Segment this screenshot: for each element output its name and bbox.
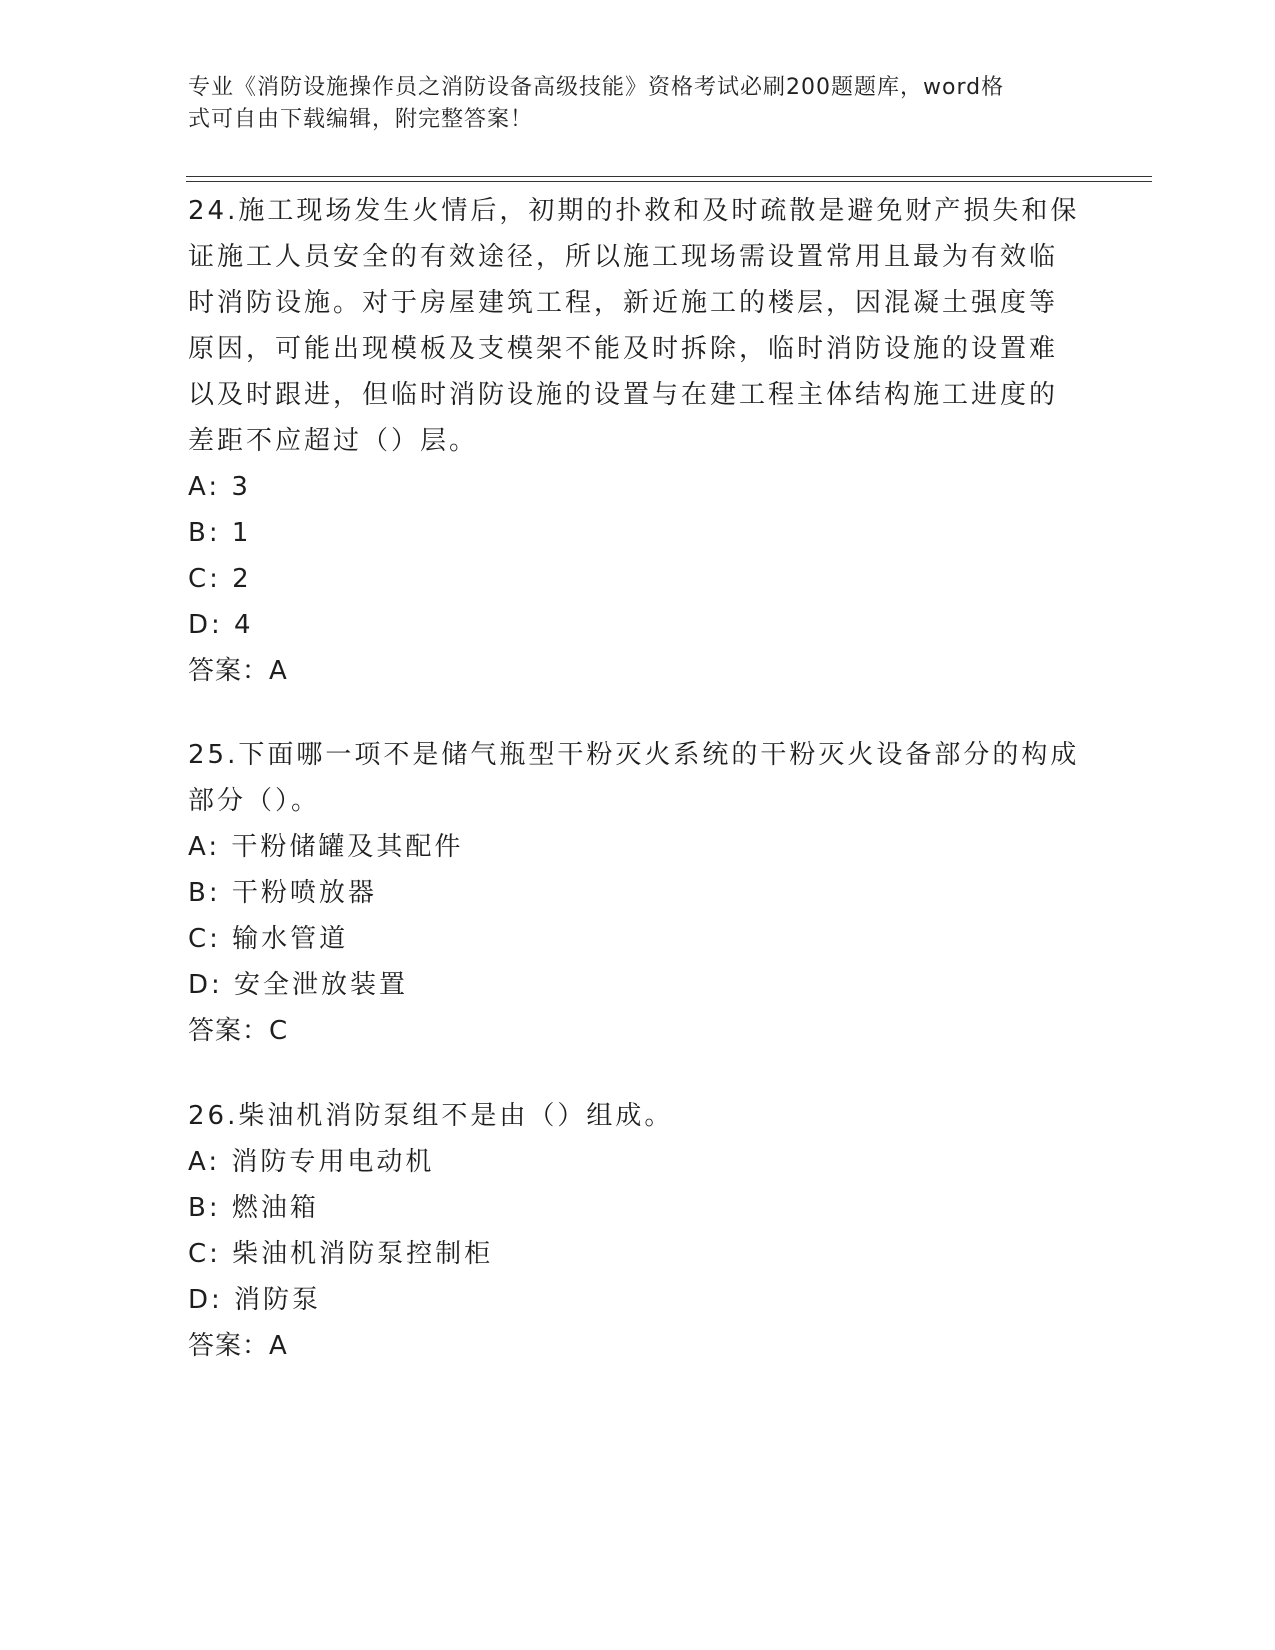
option-d: D: 消防泵 bbox=[188, 1285, 322, 1315]
question-stem: 证施工人员安全的有效途径，所以施工现场需设置常用且最为有效临 bbox=[188, 242, 1059, 272]
header-divider bbox=[186, 176, 1152, 177]
option-b: B: 燃油箱 bbox=[188, 1193, 319, 1223]
question-stem: 26.柴油机消防泵组不是由（）组成。 bbox=[188, 1101, 674, 1131]
document-header bbox=[188, 72, 1068, 136]
option-a: A: 消防专用电动机 bbox=[188, 1147, 435, 1177]
question-stem: 时消防设施。对于房屋建筑工程，新近施工的楼层，因混凝土强度等 bbox=[188, 288, 1059, 318]
question-stem: 差距不应超过（）层。 bbox=[188, 426, 479, 456]
question-stem: 24.施工现场发生火情后，初期的扑救和及时疏散是避免财产损失和保 bbox=[188, 196, 1080, 226]
answer: 答案：A bbox=[188, 1331, 288, 1361]
question-stem: 25.下面哪一项不是储气瓶型干粉灭火系统的干粉灭火设备部分的构成 bbox=[188, 740, 1080, 770]
question-stem: 以及时跟进，但临时消防设施的设置与在建工程主体结构施工进度的 bbox=[188, 380, 1059, 410]
header-line: 式可自由下载编辑，附完整答案！ bbox=[188, 107, 534, 132]
option-a: A: 3 bbox=[188, 472, 251, 502]
question-block bbox=[188, 732, 1088, 1054]
option-a: A: 干粉储罐及其配件 bbox=[188, 832, 464, 862]
question-stem: 部分（）。 bbox=[188, 786, 321, 816]
header-line: 专业《消防设施操作员之消防设备高级技能》资格考试必刷200题题库，word格 bbox=[188, 75, 1005, 100]
option-c: C: 输水管道 bbox=[188, 924, 349, 954]
option-c: C: 2 bbox=[188, 564, 252, 594]
option-c: C: 柴油机消防泵控制柜 bbox=[188, 1239, 494, 1269]
answer: 答案：A bbox=[188, 656, 288, 686]
answer: 答案：C bbox=[188, 1016, 289, 1046]
header-divider bbox=[186, 181, 1152, 182]
question-block bbox=[188, 1093, 1088, 1369]
option-d: D: 4 bbox=[188, 610, 254, 640]
option-b: B: 1 bbox=[188, 518, 252, 548]
option-d: D: 安全泄放装置 bbox=[188, 970, 409, 1000]
question-block bbox=[188, 188, 1088, 694]
option-b: B: 干粉喷放器 bbox=[188, 878, 377, 908]
question-stem: 原因，可能出现模板及支模架不能及时拆除，临时消防设施的设置难 bbox=[188, 334, 1059, 364]
